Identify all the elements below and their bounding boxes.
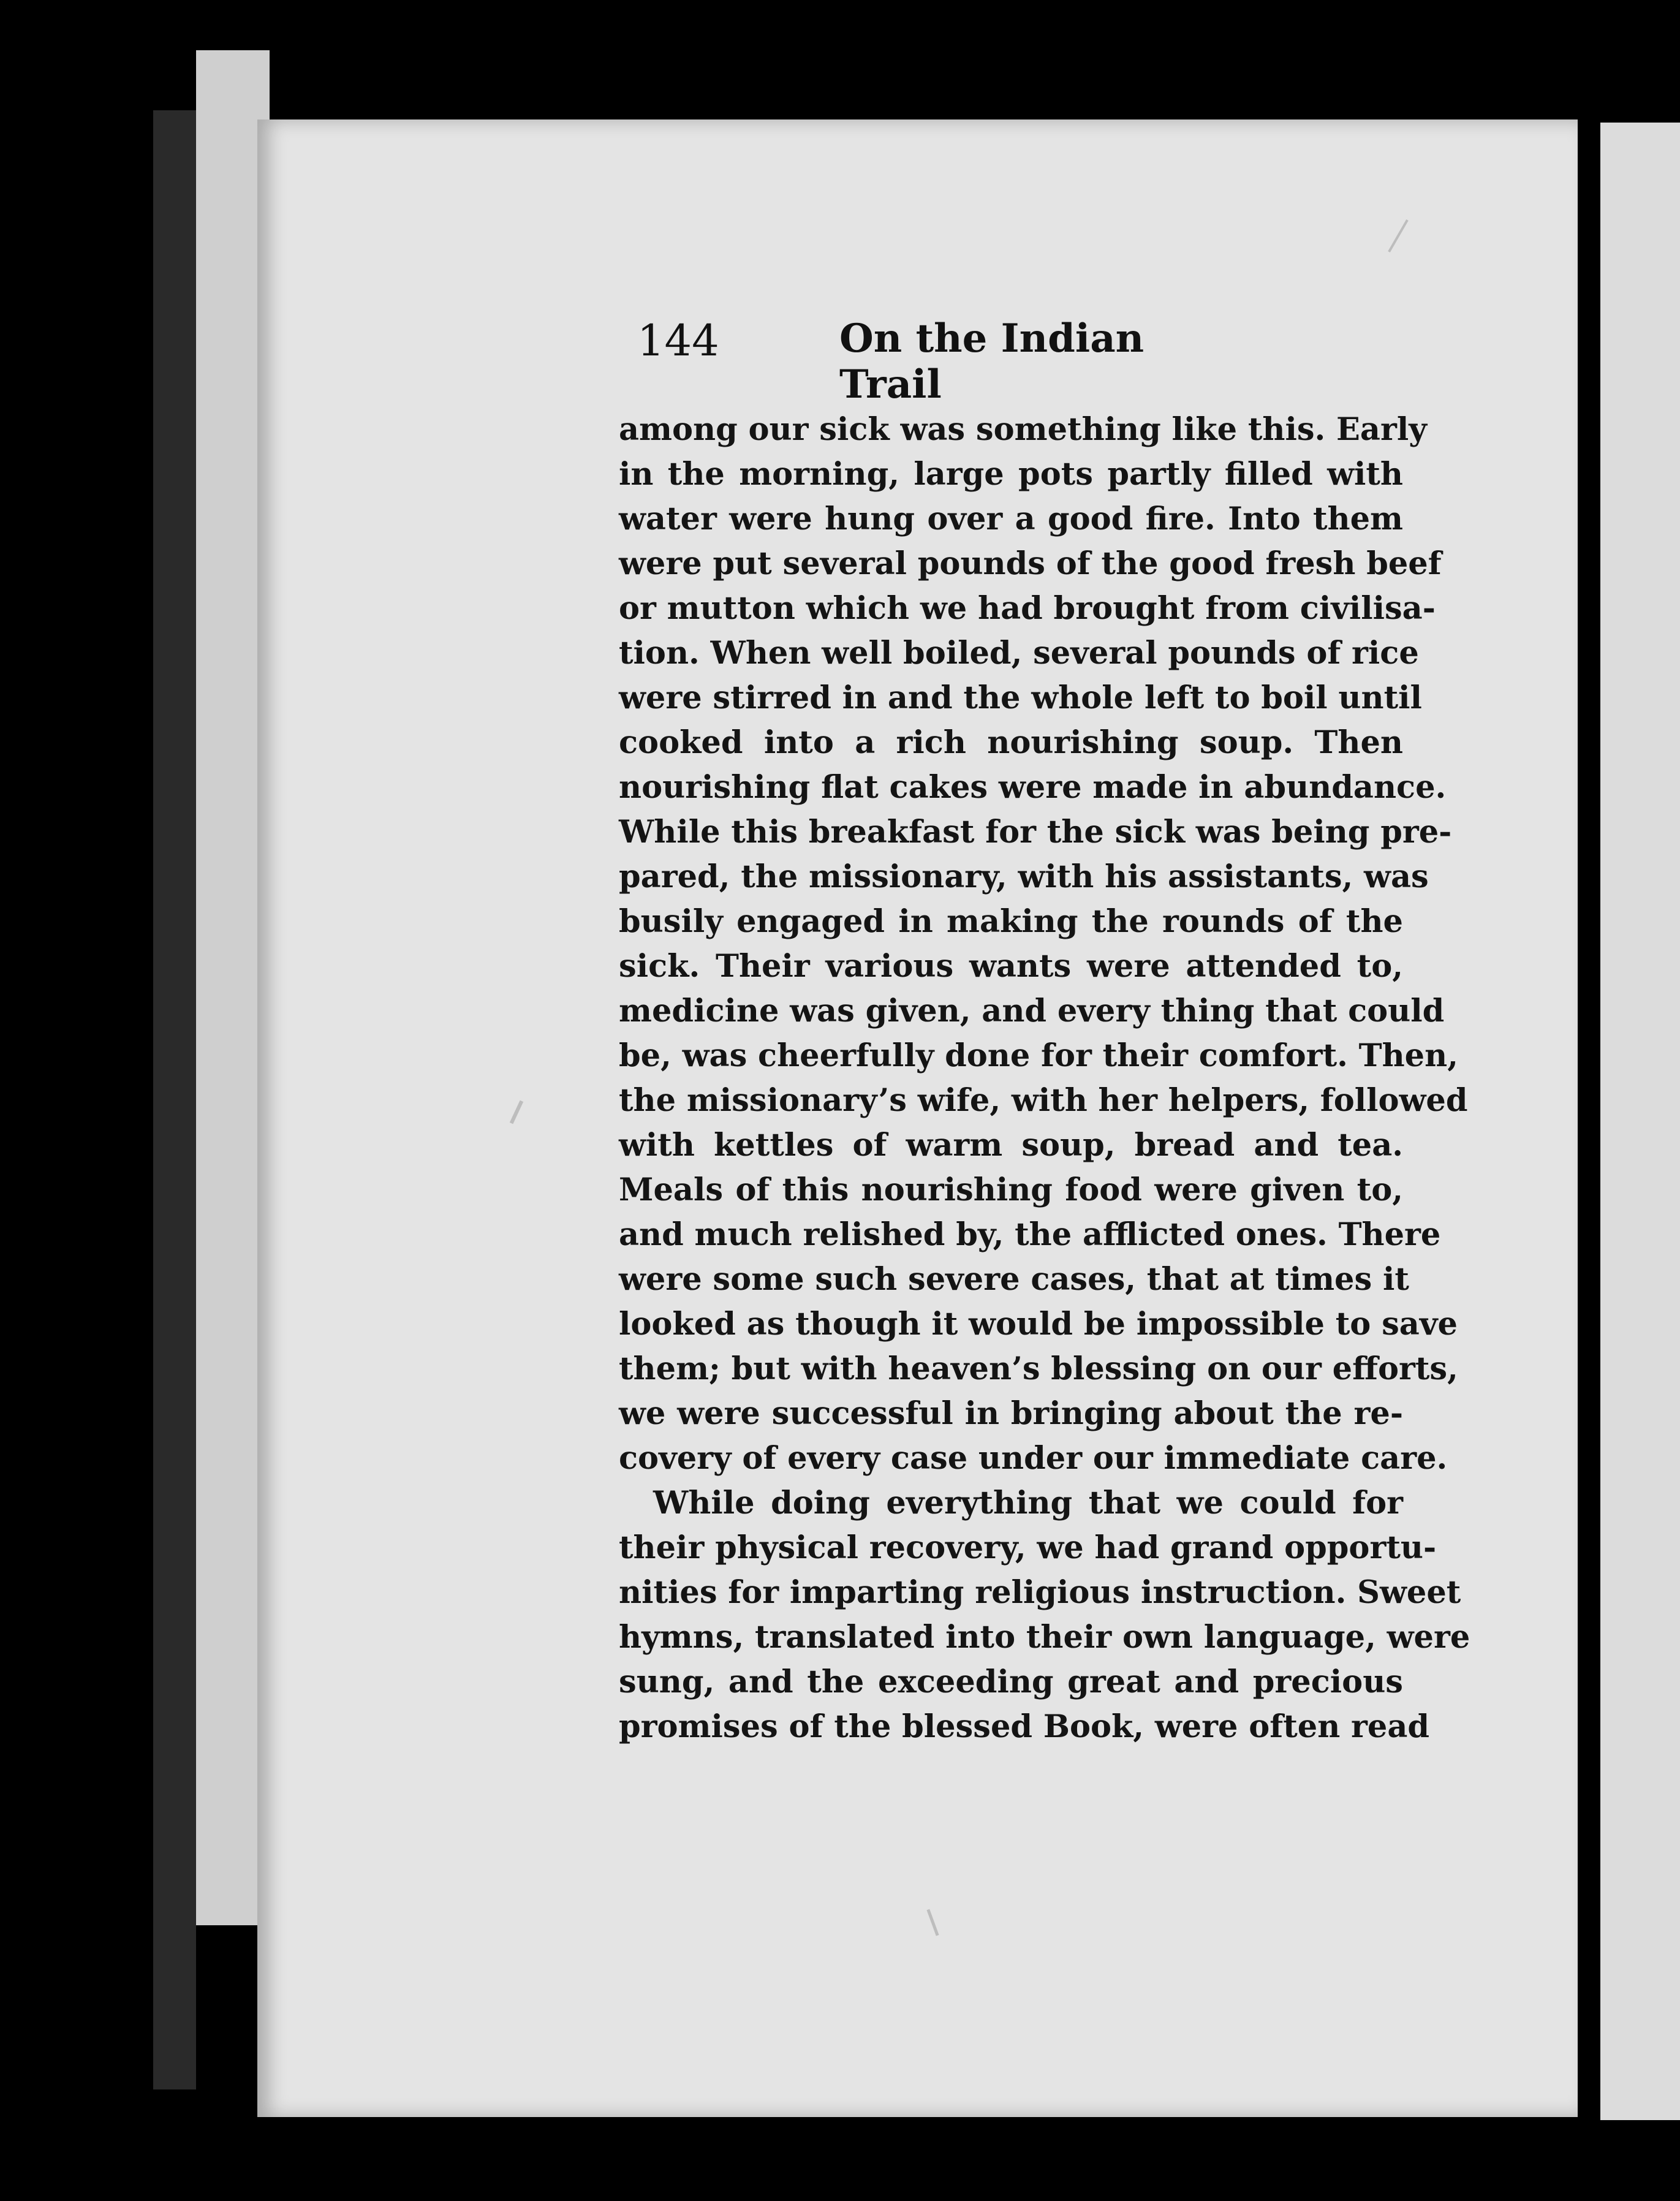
text-line: pared, the missionary, with his assistants, was (619, 858, 1429, 895)
text-line: Meals of this nourishing food were given to, (619, 1172, 1403, 1208)
text-line: While doing everything that we could for (653, 1485, 1403, 1521)
facing-page-edge (1600, 123, 1680, 2120)
text-line: with kettles of warm soup, bread and tea. (619, 1127, 1403, 1164)
text-line: be, was cheerfully done for their comfort. Then, (619, 1037, 1458, 1074)
text-line: sick. Their various wants were attended to, (619, 948, 1403, 985)
text-line: among our sick was something like this. Early (619, 411, 1427, 448)
text-line: the missionary’s wife, with her helpers, followed (619, 1082, 1468, 1119)
text-line: While this breakfast for the sick was being pre- (619, 814, 1452, 850)
text-line: them; but with heaven’s blessing on our efforts, (619, 1351, 1458, 1387)
text-line: their physical recovery, we had grand opportu- (619, 1529, 1437, 1566)
text-line: sung, and the exceeding great and precious (619, 1664, 1403, 1700)
text-line: medicine was given, and every thing that could (619, 993, 1445, 1029)
page-number: 144 (637, 316, 719, 366)
paper-speck (926, 1909, 939, 1936)
paper-speck (510, 1100, 523, 1124)
text-line: were stirred in and the whole left to boil until (619, 680, 1422, 716)
text-line: were some such severe cases, that at times it (619, 1261, 1409, 1298)
text-line: water were hung over a good fire. Into them (619, 501, 1403, 537)
text-line: or mutton which we had brought from civilisa- (619, 590, 1436, 627)
text-line: cooked into a rich nourishing soup. Then (619, 724, 1403, 761)
text-line: hymns, translated into their own language, were (619, 1619, 1470, 1656)
text-line: promises of the blessed Book, were often read (619, 1708, 1430, 1745)
book-spine-edge (153, 110, 196, 2089)
text-line: we were successful in bringing about the re- (619, 1395, 1403, 1432)
text-line: covery of every case under our immediate care. (619, 1440, 1448, 1477)
running-head (637, 316, 1225, 407)
text-line: looked as though it would be impossible to save (619, 1306, 1458, 1343)
text-line: and much relished by, the afflicted ones. There (619, 1216, 1441, 1253)
running-title: On the Indian Trail (839, 316, 1145, 407)
text-line: nities for imparting religious instruction. Sweet (619, 1574, 1461, 1611)
text-line: tion. When well boiled, several pounds of rice (619, 635, 1419, 672)
text-line: nourishing flat cakes were made in abundance. (619, 769, 1447, 806)
text-line: in the morning, large pots partly filled with (619, 456, 1403, 493)
body-text (619, 407, 1470, 1749)
text-line: busily engaged in making the rounds of the (619, 903, 1403, 940)
paper-speck (1388, 219, 1408, 252)
text-line: were put several pounds of the good fresh beef (619, 545, 1442, 582)
